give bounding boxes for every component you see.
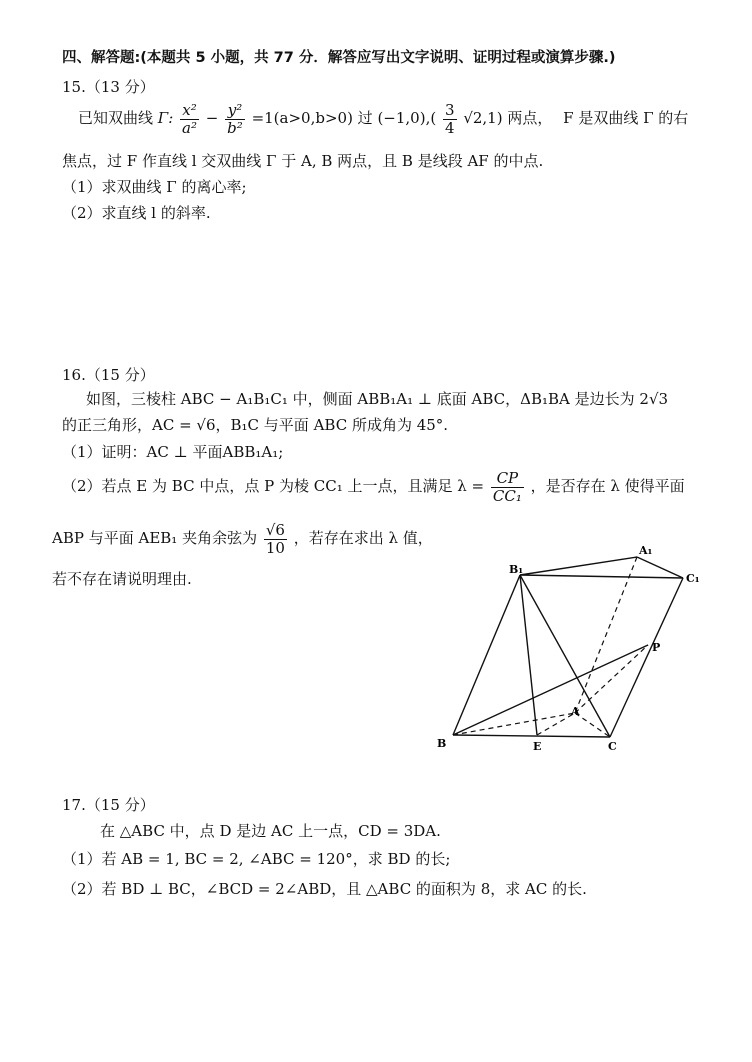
q16-p3-b: ，若存在求出 λ 值， (293, 529, 433, 547)
q16-label: 16.（15 分） (62, 366, 155, 384)
q15-stem-line1 (78, 102, 688, 136)
label-A1: A₁ (639, 544, 653, 557)
q15-gamma: Γ: (157, 109, 174, 127)
label-B: B (437, 737, 447, 750)
edge-b-p (453, 645, 648, 735)
label-C1: C₁ (686, 572, 700, 585)
q15-minus: − (205, 109, 219, 127)
q15-frac-x (180, 102, 199, 136)
edge-b1-b (453, 575, 520, 735)
q16-p3-a: ABP 与平面 AEB₁ 夹角余弦为 (52, 529, 258, 547)
edge-a-c (575, 713, 610, 737)
q16-ten: 10 (265, 538, 285, 557)
q15-y2: y² (225, 102, 245, 120)
q16-sqrt6: √6 (265, 521, 285, 539)
q15-frac-y (225, 102, 245, 136)
q17-label: 17.（15 分） (62, 796, 155, 814)
edge-e-a (537, 713, 575, 735)
q16-part1: （1）证明：AC ⊥ 平面ABB₁A₁; (62, 443, 284, 461)
q15-part1: （1）求双曲线 Γ 的离心率; (62, 178, 247, 196)
q15-part2: （2）求直线 l 的斜率. (62, 204, 211, 222)
q15-label: 15.（13 分） (62, 78, 155, 96)
label-P: P (652, 641, 661, 654)
label-B1: B₁ (509, 563, 524, 576)
q15-frac-34 (443, 102, 457, 136)
q16-frac-lambda (491, 470, 524, 504)
edge-b-c (453, 735, 610, 737)
q15-stem-a1: 已知双曲线 (78, 109, 154, 127)
q15-rest-b: F 是双曲线 Γ 的右 (563, 109, 689, 127)
edge-b1-c1 (520, 575, 683, 578)
q16-frac-cos (264, 522, 287, 556)
edge-b1-c (520, 575, 610, 737)
label-E: E (533, 740, 542, 753)
q16-cp: CP (491, 470, 524, 488)
q17-part2: （2）若 BD ⊥ BC，∠BCD = 2∠ABD，且 △ABC 的面积为 8，求 AC 的长. (62, 880, 587, 898)
edge-b1-e (520, 575, 537, 735)
section-heading: 四、解答题:(本题共 5 小题，共 77 分．解答应写出文字说明、证明过程或演算步骤.) (62, 50, 616, 66)
q16-line2: 的正三角形，AC = √6，B₁C 与平面 ABC 所成角为 45°. (62, 416, 449, 434)
q17-line1: 在 △ABC 中，点 D 是边 AC 上一点，CD = 3DA. (100, 822, 441, 840)
q16-line1: 如图，三棱柱 ABC − A₁B₁C₁ 中，侧面 ABB₁A₁ ⊥ 底面 ABC，ΔB₁BA 是边长为 2√3 (86, 390, 669, 408)
q15-eq1: =1(a>0,b>0) 过 (−1,0),( (251, 109, 437, 127)
label-A: A (571, 705, 580, 718)
q16-p2-b: ，是否存在 λ 使得平面 (530, 477, 685, 495)
q15-rest-a: √2,1) 两点， (463, 109, 553, 127)
edge-b1-a1 (520, 557, 637, 575)
q16-part4: 若不存在请说明理由. (52, 570, 192, 588)
q15-b2: b² (227, 118, 243, 137)
q15-three: 3 (444, 101, 455, 119)
q15-four: 4 (444, 118, 455, 137)
prism-figure (425, 535, 715, 760)
q15-x2: x² (180, 102, 199, 120)
q16-part2 (62, 470, 685, 504)
q15-a2: a² (182, 118, 198, 137)
edge-a1-c1 (637, 557, 683, 578)
q17-part1: （1）若 AB = 1, BC = 2, ∠ABC = 120°，求 BD 的长; (62, 850, 451, 868)
label-C: C (608, 740, 617, 753)
q15-line2: 焦点，过 F 作直线 l 交双曲线 Γ 于 A, B 两点，且 B 是线段 AF 的中点. (62, 152, 544, 170)
q16-part3 (52, 522, 433, 556)
q16-cc1: CC₁ (492, 486, 522, 505)
q16-p2-a: （2）若点 E 为 BC 中点，点 P 为棱 CC₁ 上一点，且满足 λ = (62, 477, 485, 495)
